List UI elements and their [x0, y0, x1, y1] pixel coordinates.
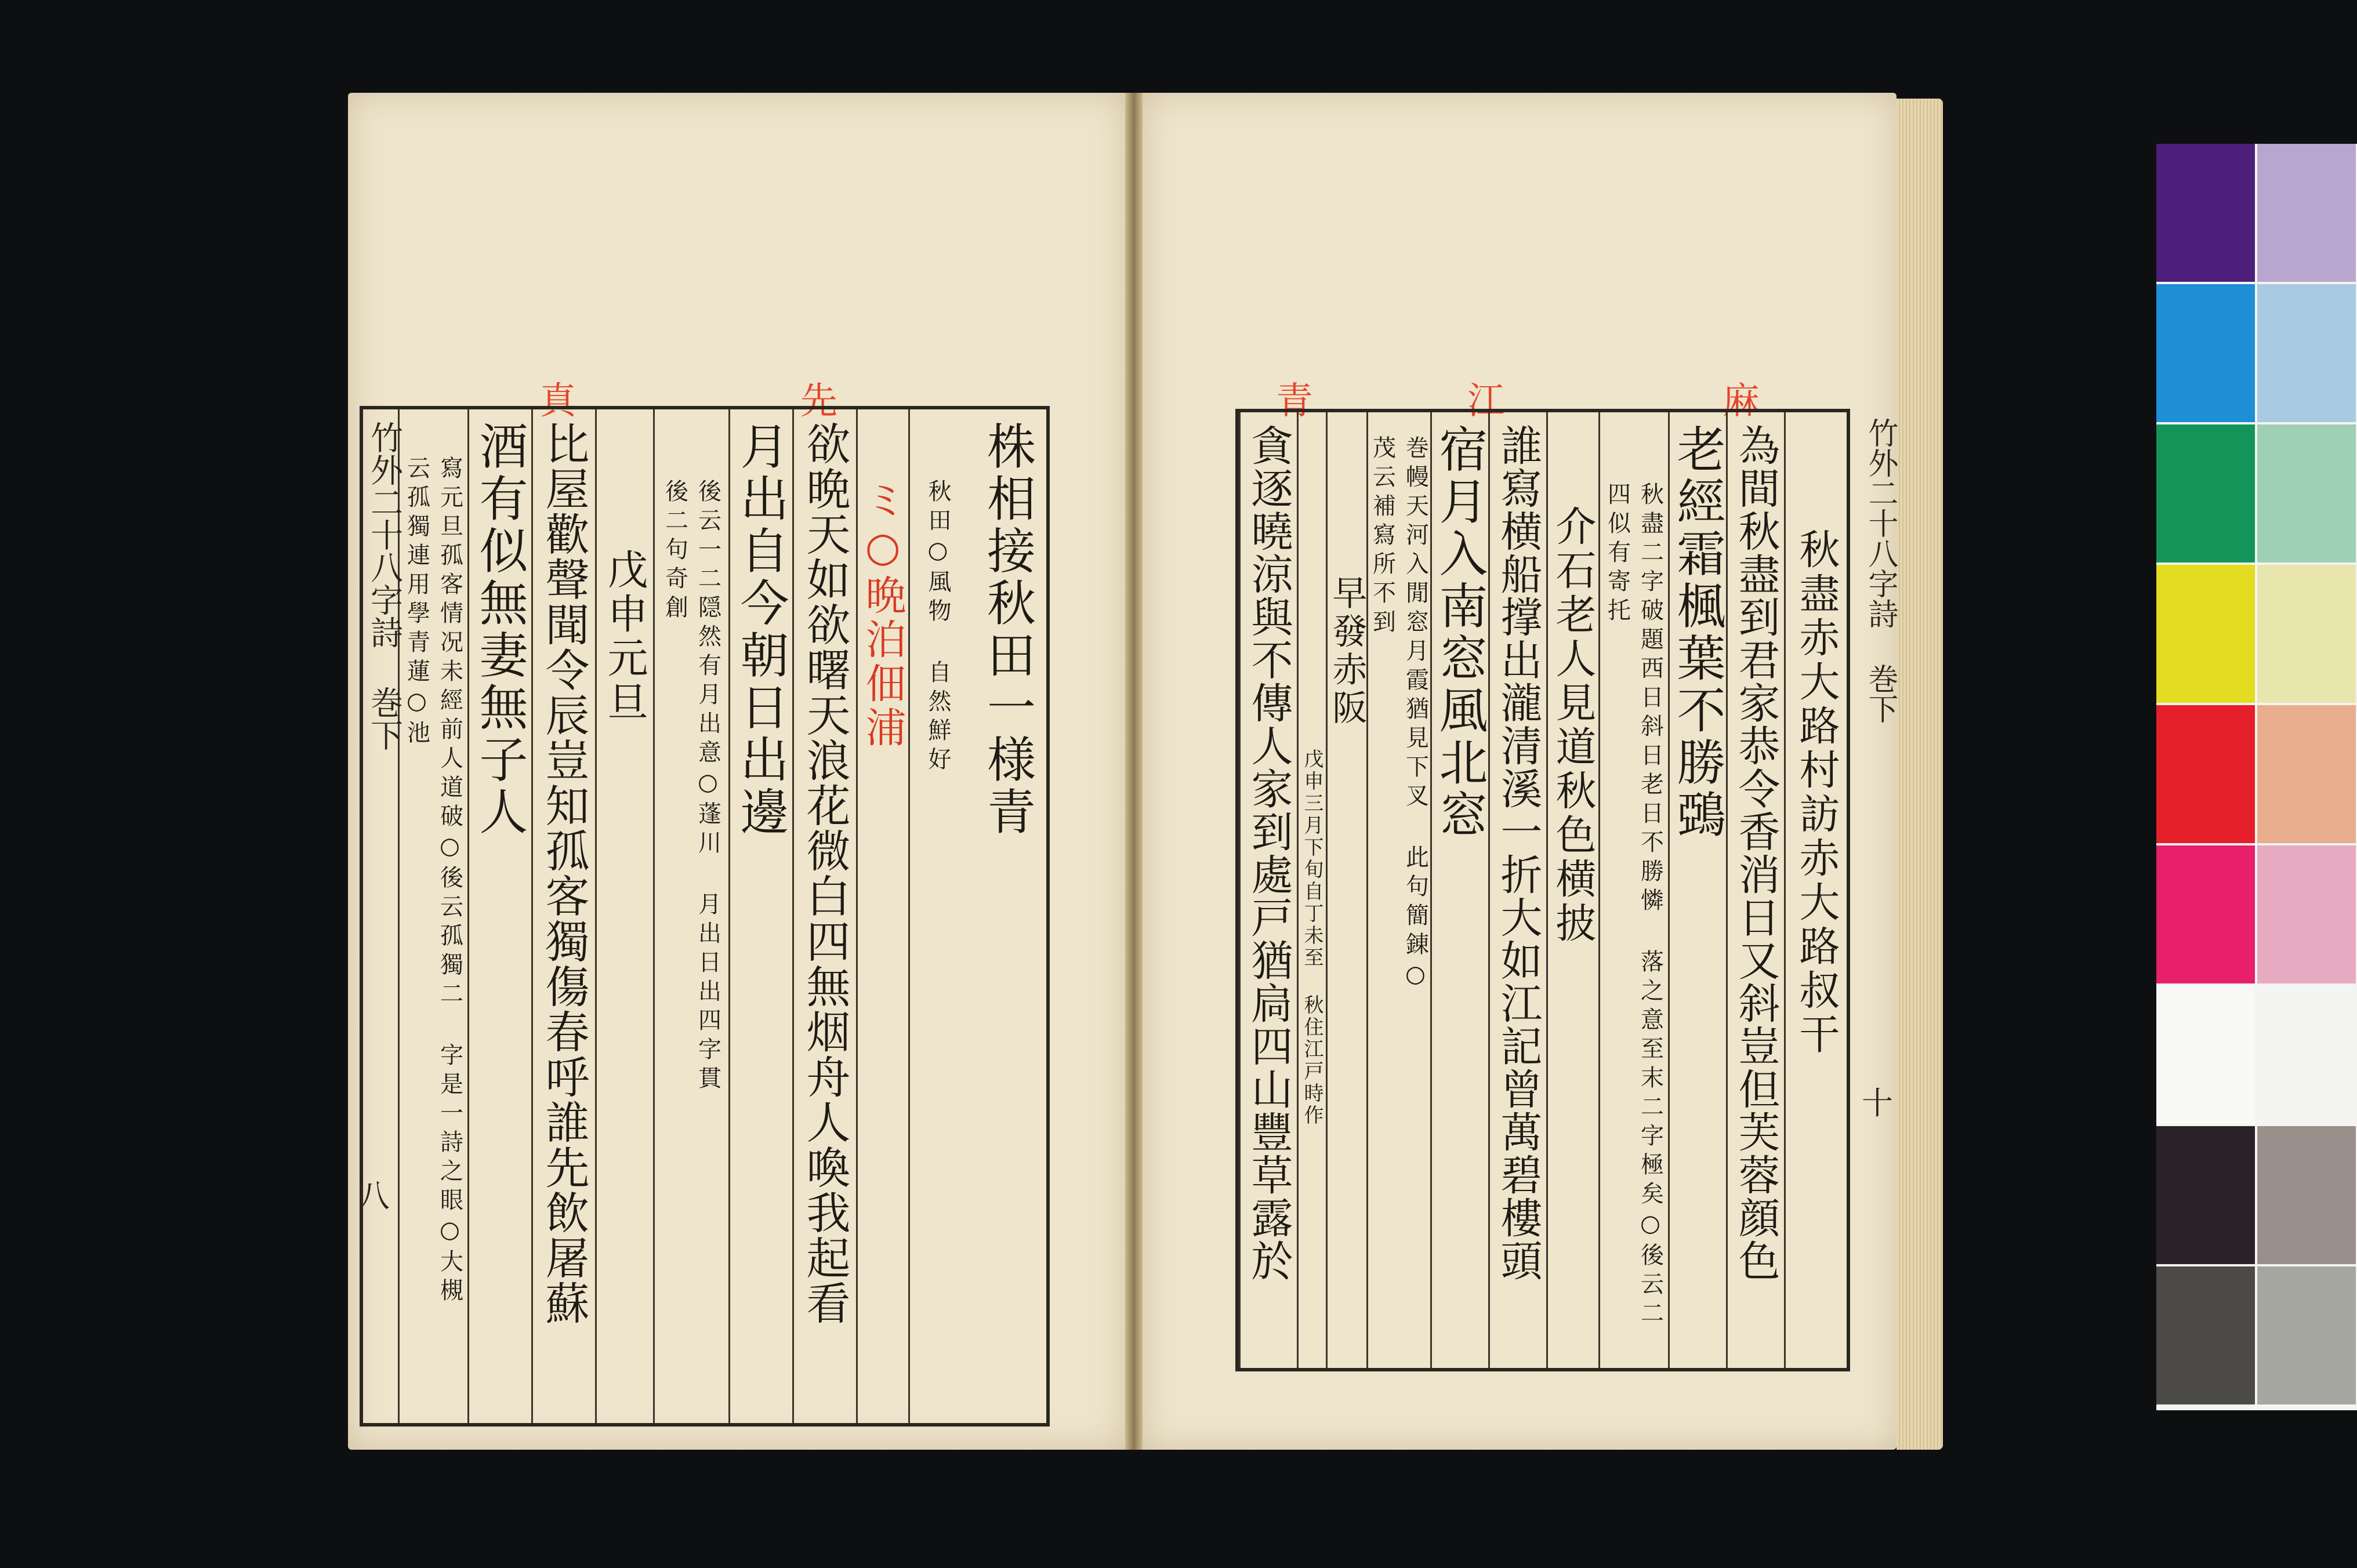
column-1 — [908, 409, 966, 1423]
color-swatch — [2257, 705, 2356, 843]
column-8 — [1326, 412, 1366, 1368]
color-swatch — [2257, 1266, 2356, 1404]
column-0 — [966, 409, 1050, 1423]
color-swatch — [2156, 1126, 2255, 1264]
column-3 — [792, 409, 856, 1423]
column-9 — [398, 409, 467, 1423]
color-swatch — [2156, 845, 2255, 983]
color-swatch — [2156, 284, 2255, 422]
column-5 — [1488, 412, 1546, 1368]
column-4 — [1546, 412, 1598, 1368]
color-swatch — [2257, 986, 2356, 1124]
page-edges — [1897, 99, 1943, 1450]
right-text-frame — [1235, 409, 1850, 1371]
column-0 — [1784, 412, 1848, 1368]
color-swatch — [2156, 565, 2255, 703]
column-7 — [531, 409, 595, 1423]
color-swatch — [2257, 565, 2356, 703]
column-9 — [1297, 412, 1326, 1368]
column-1 — [1726, 412, 1784, 1368]
head-char-2: 麻 — [1723, 380, 1760, 423]
column-text: 戊申元旦 — [601, 549, 648, 725]
column-text: 巻幔天河入閒窓月霞猶見下叉 此句簡錬○茂云補寫所不到 — [1369, 435, 1429, 993]
column-8 — [467, 409, 531, 1423]
color-swatch — [2257, 144, 2356, 282]
color-swatch — [2156, 144, 2255, 282]
head-char-0: 真 — [539, 380, 576, 423]
column-10 — [1239, 412, 1297, 1368]
color-swatch — [2156, 424, 2255, 562]
column-4 — [728, 409, 792, 1423]
column-text: 老經霜楓葉不勝鵶 — [1669, 424, 1726, 841]
column-text: 早發赤阪 — [1326, 575, 1368, 728]
column-text: 比屋歡聲聞令辰豈知孤客獨傷春呼誰先飲屠蘇 — [538, 421, 590, 1326]
column-text: 為間秋盡到君家恭令香消日又斜豈但芙蓉顔色 — [1731, 424, 1781, 1282]
column-text: 寫元旦孤客情况未經前人道破○後云孤獨二 字是一詩之眼○大槻云孤獨連用學青蓮○池 — [403, 456, 463, 1307]
color-swatch — [2156, 986, 2255, 1124]
column-text: 宿月入南窓風北窓 — [1431, 424, 1488, 841]
color-swatch — [2257, 284, 2356, 422]
column-5 — [653, 409, 728, 1423]
column-text: 株相接秋田一様青 — [979, 421, 1036, 839]
column-text: ミ○晩泊佃浦 — [859, 479, 906, 750]
open-book — [336, 87, 2007, 1461]
page-number: 八 — [358, 1178, 390, 1214]
column-3 — [1598, 412, 1668, 1368]
column-text: 秋盡赤大路村訪赤大路叔干 — [1793, 528, 1840, 1057]
color-swatch — [2257, 845, 2356, 983]
column-2 — [1668, 412, 1726, 1368]
column-text: 欲晩天如欲曙天浪花微白四無烟舟人喚我起看 — [799, 421, 851, 1326]
gutter — [1125, 93, 1143, 1450]
column-text: 秋盡二字破題西日斜日老日不勝憐 落之意至末二字極矣○後云二四似有寄托 — [1604, 482, 1664, 1330]
head-char-1: 江 — [1467, 380, 1504, 423]
color-swatch — [2257, 1126, 2356, 1264]
color-swatch — [2156, 1266, 2255, 1404]
column-6 — [1430, 412, 1488, 1368]
column-text: 月出自今朝日出邊 — [733, 421, 789, 839]
spine-title: 竹外二十八字詩 巻下 — [365, 421, 403, 751]
column-text: 貪逐曉涼與不傳人家到處戸猶扃四山豐草露於 — [1244, 424, 1293, 1282]
column-7 — [1366, 412, 1430, 1368]
spine-title: 竹外二十八字詩 巻下 — [1863, 418, 1898, 724]
column-text: 秋田○風物 自然鮮好 — [924, 479, 951, 776]
color-swatch — [2156, 705, 2255, 843]
spine-column — [363, 409, 403, 1423]
column-text: 戊申三月下旬自丁未至 秋住江戸時作 — [1300, 749, 1323, 1127]
column-2 — [856, 409, 908, 1423]
column-text: 酒有似無妻無子人 — [472, 421, 528, 839]
column-text: 介石老人見道秋色横披 — [1549, 505, 1597, 946]
column-6 — [595, 409, 653, 1423]
left-page — [348, 93, 1125, 1450]
color-checker-card — [2156, 144, 2357, 1410]
column-text: 誰寫横船撑出瀧清溪一折大如江記曾萬碧樓頭 — [1493, 424, 1543, 1282]
color-swatch — [2257, 424, 2356, 562]
head-char-0: 青 — [1276, 380, 1313, 423]
page-number: 十 — [1862, 1085, 1893, 1121]
left-text-frame — [360, 406, 1050, 1427]
right-page — [1143, 93, 1897, 1450]
head-char-1: 先 — [800, 380, 837, 423]
column-text: 後云一二隠然有月出意○蓬川 月出日出四字貫後二句奇創 — [661, 479, 721, 1095]
